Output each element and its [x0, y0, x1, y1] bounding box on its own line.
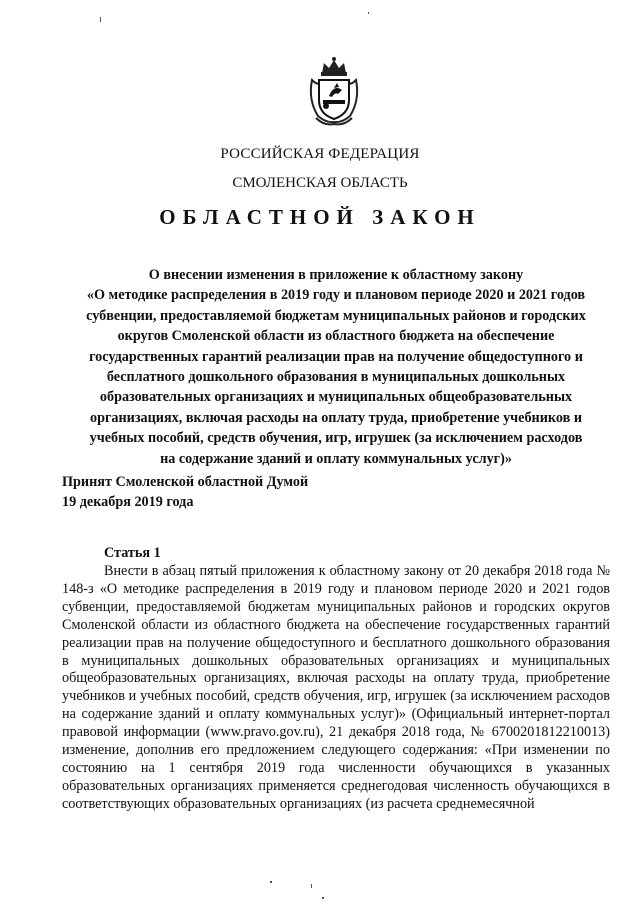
scan-speck — [270, 881, 272, 883]
title-line: учебных пособий, средств обучения, игр, игрушек (за исключением расходов — [89, 430, 583, 447]
title-line: О внесении изменения в приложение к областному закону — [148, 267, 524, 283]
title-line: округов Смоленской области из областного бюджета на обеспечение — [117, 328, 555, 345]
title-line: бесплатного дошкольного образования в муниципальных дошкольных — [106, 369, 566, 386]
scan-speck — [368, 12, 369, 14]
scan-speck — [100, 17, 101, 22]
title-line: государственных гарантий реализации прав на получение общедоступного и — [89, 348, 583, 365]
title-line: «О методике распределения в 2019 году и плановом периоде 2020 и 2021 годов — [86, 287, 586, 304]
document-type: ОБЛАСТНОЙ ЗАКОН — [159, 205, 481, 229]
coat-of-arms-smolensk-icon — [304, 56, 364, 126]
article-heading: Статья 1 — [104, 545, 161, 561]
title-line: образовательных организациях и муниципальных общеобразовательных — [99, 389, 573, 406]
title-line: субвенции, предоставляемой бюджетам муниципальных районов и городских — [86, 307, 586, 324]
adopted-date: 19 декабря 2019 года — [62, 494, 194, 510]
law-title — [62, 265, 610, 469]
title-line: организациях, включая расходы на оплату труда, приобретение учебников и — [89, 409, 583, 426]
title-line: на содержание зданий и оплату коммунальных услуг)» — [160, 450, 512, 467]
adoption-block — [62, 472, 308, 512]
country-name: РОССИЙСКАЯ ФЕДЕРАЦИЯ — [220, 146, 420, 162]
scan-speck — [322, 897, 324, 899]
region-name: СМОЛЕНСКАЯ ОБЛАСТЬ — [232, 175, 408, 191]
article-text: Внести в абзац пятый приложения к областному закону от 20 декабря 2018 года № 148-з «О методике распределения в 2019 году и плановом периоде 2020 и 2021 годов субвенции, предоставляемой бюджетам муниципальных районов и городских округов Смоленской области из областного бюджета на обеспечение государственных гарантий реализации прав на получение общедоступного и бесплатного дошкольного образования в муниципальных дошкольных образовательных организациях и муниципальных общеобразовательных организациях, включая расходы на оплату труда, приобретение учебников и учебных пособий, средств обучения, игр, игрушек (за исключением расходов на содержание зданий и оплату коммунальных услуг)» (Официальный интернет-портал правовой информации (www.pravo.gov.ru), 21 декабря 2018 года, № 6700201812210013) изменение, дополнив его предложением следующего содержания: «При изменении по состоянию на 1 сентября 2019 года численности обучающихся в указанных образовательных организациях применяется среднегодовая численность обучающихся в соответствующих образовательных организациях (из расчета среднемесячной — [62, 563, 610, 812]
adopted-by: Принят Смоленской областной Думой — [62, 474, 309, 490]
scan-speck — [311, 884, 312, 888]
